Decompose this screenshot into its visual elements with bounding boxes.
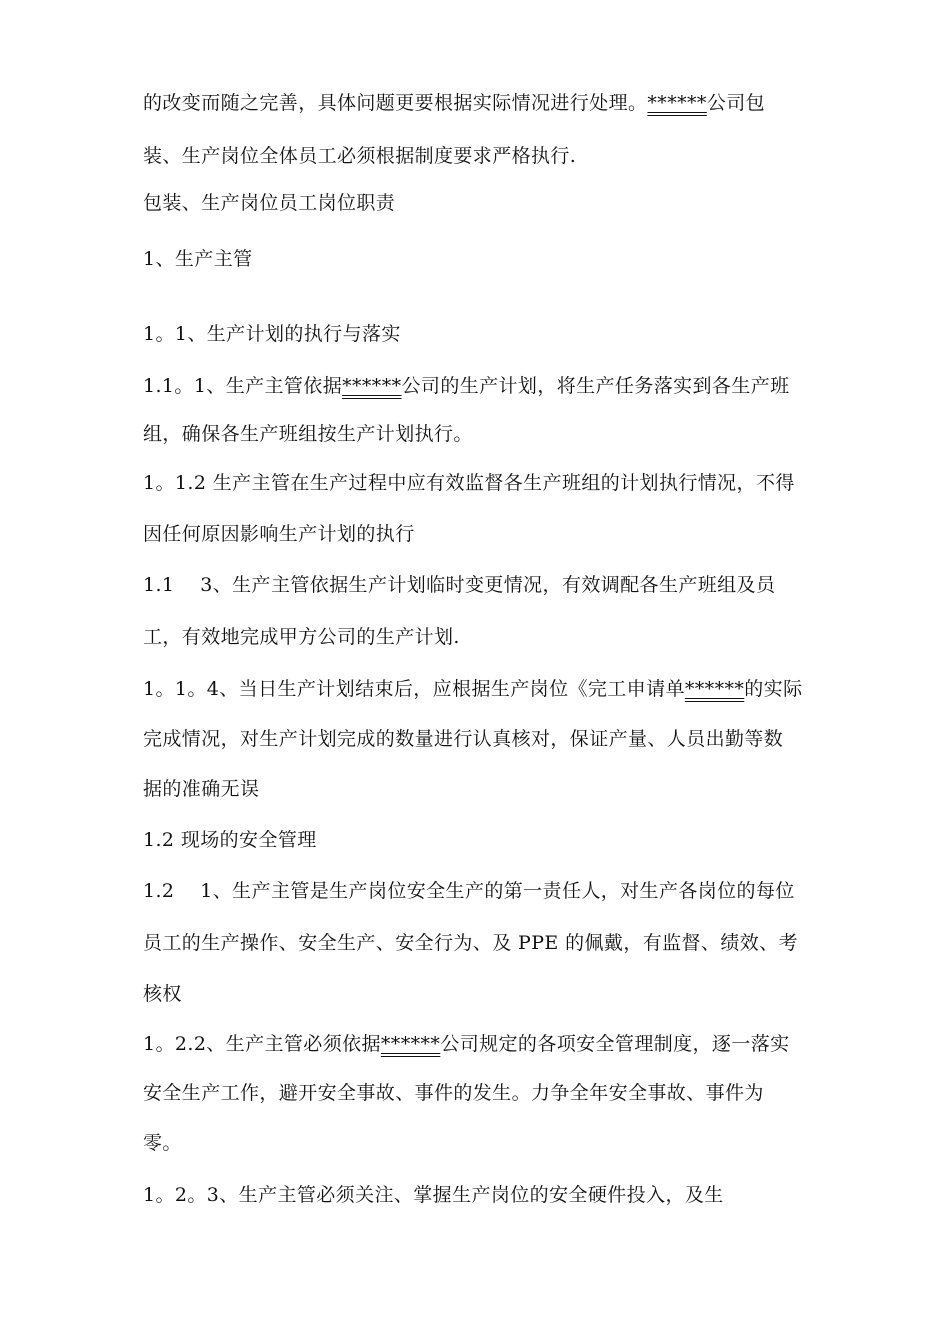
text-line: 核权	[143, 983, 182, 1005]
subsection-heading: 1。1、生产计划的执行与落实	[143, 323, 401, 345]
text-segment: 1.1。1、生产主管依据	[143, 375, 343, 397]
text-line: 1。1.2 生产主管在生产过程中应有效监督各生产班组的计划执行情况，不得	[143, 472, 795, 494]
text-segment: 公司包	[706, 92, 766, 114]
text-line: 装、生产岗位全体员工必须根据制度要求严格执行.	[143, 145, 577, 167]
text-line: 零。	[143, 1132, 182, 1154]
redacted-name: ******	[684, 678, 745, 700]
text-line	[143, 90, 765, 116]
subsection-heading: 1.2 现场的安全管理	[143, 829, 317, 851]
text-line: 据的准确无误	[143, 778, 260, 800]
text-line: 1.1 3、生产主管依据生产计划临时变更情况，有效调配各生产班组及员	[143, 574, 776, 596]
text-segment: 1。2.2、生产主管必须依据	[143, 1033, 381, 1055]
redacted-name: ******	[647, 92, 707, 114]
text-line: 工，有效地完成甲方公司的生产计划.	[143, 626, 460, 648]
text-segment: 的实际	[744, 678, 803, 700]
text-line: 员工的生产操作、安全生产、安全行为、及 PPE 的佩戴，有监督、绩效、考	[143, 932, 798, 954]
text-line: 1。2。3、生产主管必须关注、掌握生产岗位的安全硬件投入，及生	[143, 1184, 724, 1206]
section-heading: 包装、生产岗位员工岗位职责	[143, 192, 396, 214]
redacted-name: ******	[380, 1033, 441, 1055]
text-line: 因任何原因影响生产计划的执行	[143, 523, 415, 545]
text-segment: 公司的生产计划，将生产任务落实到各生产班	[401, 375, 790, 397]
text-line: 1.2 1、生产主管是生产岗位安全生产的第一责任人，对生产各岗位的每位	[143, 880, 795, 902]
text-segment: 的改变而随之完善，具体问题更要根据实际情况进行处理。	[143, 92, 648, 114]
redacted-name: ******	[342, 375, 402, 397]
text-line	[143, 676, 802, 702]
text-segment: 公司规定的各项安全管理制度，逐一落实	[440, 1033, 790, 1055]
text-line: 完成情况，对生产计划完成的数量进行认真核对，保证产量、人员出勤等数	[143, 728, 784, 750]
text-line	[143, 1031, 790, 1057]
text-line: 安全生产工作，避开安全事故、事件的发生。力争全年安全事故、事件为	[143, 1082, 764, 1104]
section-heading: 1、生产主管	[143, 248, 253, 270]
text-segment: 1。1。4、当日生产计划结束后，应根据生产岗位《完工申请单	[143, 678, 685, 700]
text-line: 组，确保各生产班组按生产计划执行。	[143, 423, 473, 445]
text-line	[143, 373, 790, 399]
